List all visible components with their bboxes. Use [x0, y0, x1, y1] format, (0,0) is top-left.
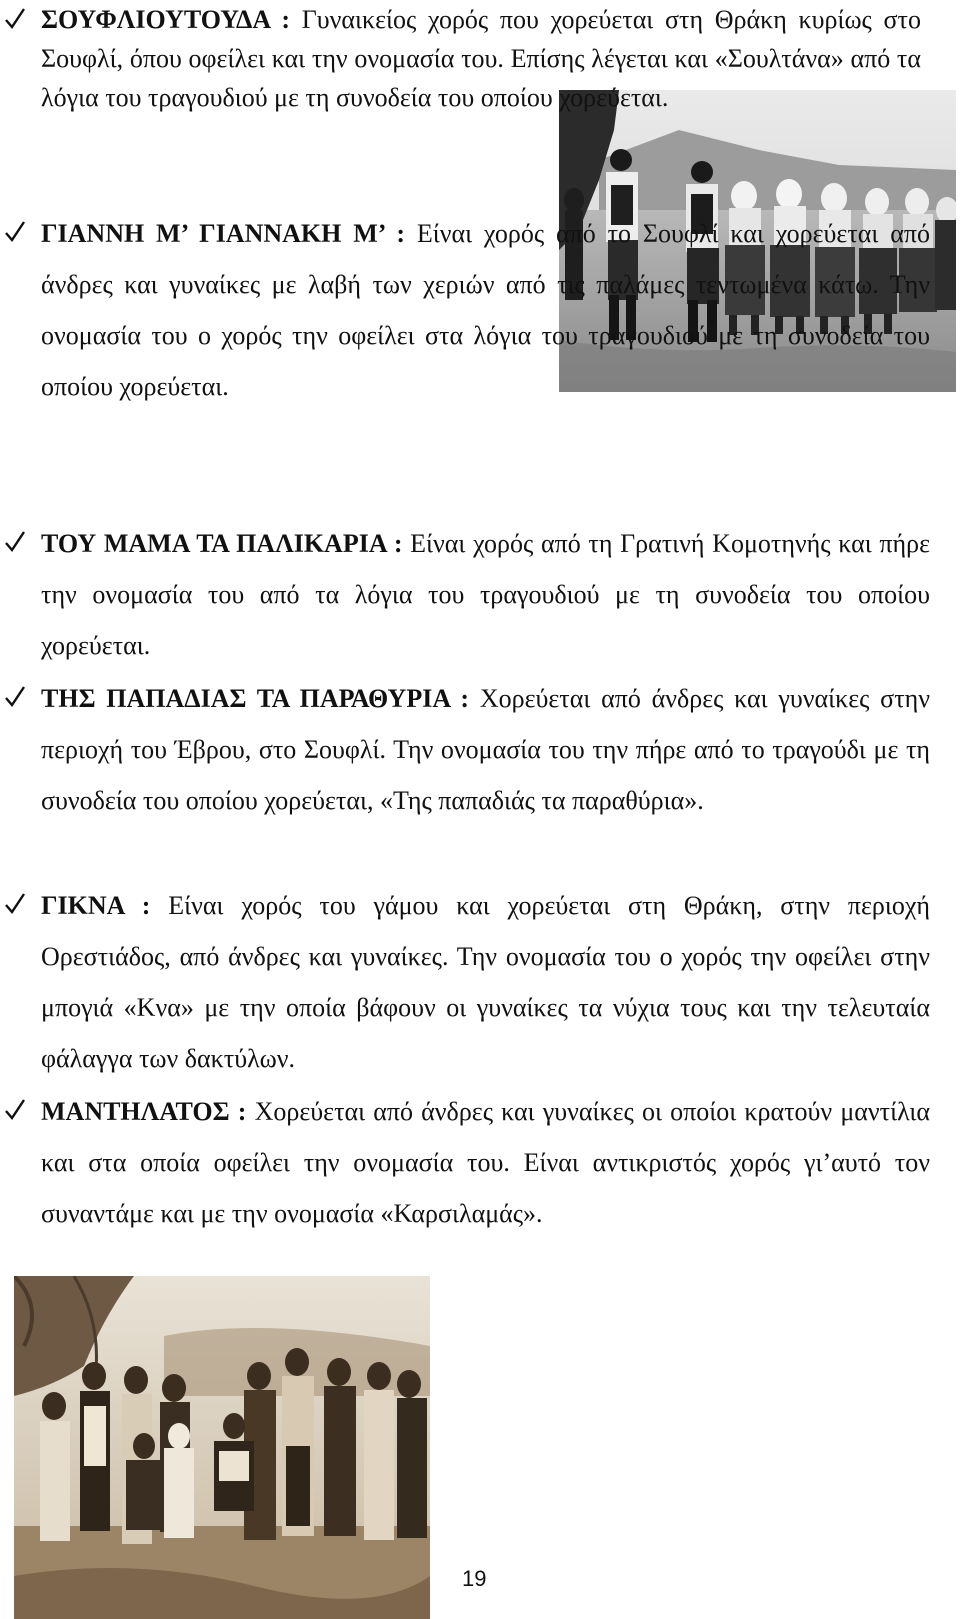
checkmark-icon: [4, 220, 26, 246]
dance-description: Γυναικείος χορός που χορεύεται στη Θράκη κυρίως στο Σουφλί, όπου οφείλει και την ονομασία του. Επίσης λέγεται και «Σουλτάνα» από τα λόγια του τραγουδιού με τη συνοδεία του οποίου χορεύεται.: [41, 5, 921, 112]
dance-name: ΜΑΝΤΗΛΑΤΟΣ :: [41, 1097, 247, 1126]
dance-name: ΤΗΣ ΠΑΠΑΔΙΑΣ ΤΑ ΠΑΡΑΘΥΡΙΑ :: [41, 684, 470, 713]
dance-description: Είναι χορός από τη Γρατινή Κομοτηνής και πήρε την ονομασία του από τα λόγια του τραγουδιού με τη συνοδεία του οποίου χορεύεται.: [41, 529, 930, 660]
dance-name: ΓΙΚΝΑ :: [41, 891, 151, 920]
checkmark-icon: [4, 7, 26, 33]
dance-description: Χορεύεται από άνδρες και γυναίκες οι οποίοι κρατούν μαντίλια και στα οποία οφείλει την ονομασία του. Είναι αντικριστός χορός γι’αυτό τον συναντάμε και με την ονομασία «Καρσιλαμάς».: [41, 1097, 930, 1228]
list-item-text: [41, 0, 921, 117]
dance-name: ΤΟΥ ΜΑΜΑ ΤΑ ΠΑΛΙΚΑΡΙΑ :: [41, 529, 403, 558]
dance-name: ΣΟΥΦΛΙΟΥΤΟΥΔΑ :: [41, 5, 291, 34]
dance-description: Είναι χορός του γάμου και χορεύεται στη Θράκη, στην περιοχή Ορεστιάδος, από άνδρες και γυναίκες. Την ονομασία του ο χορός την οφείλει στην μπογιά «Κνα» με την οποία βάφουν οι γυναίκες τα νύχια τους και την τελευταία φάλαγγα των δακτύλων.: [41, 891, 931, 1073]
costume-group-photo: [14, 1276, 430, 1619]
checkmark-icon: [4, 530, 26, 556]
dance-description: Χορεύεται από άνδρες και γυναίκες στην περιοχή του Έβρου, στο Σουφλί. Την ονομασία του την πήρε από το τραγούδι με τη συνοδεία του οποίου χορεύεται, «Της παπαδιάς τα παραθύρια».: [41, 684, 930, 815]
list-item-text: [41, 518, 930, 671]
dance-name: ΓΙΑΝΝΗ Μ’ ΓΙΑΝΝΑΚΗ Μ’ :: [41, 219, 405, 248]
list-item-text: [41, 673, 930, 826]
page-number: 19: [462, 1566, 487, 1591]
dance-description: Είναι χορός από το Σουφλί και χορεύεται από άνδρες και γυναίκες με λαβή των χεριών από τις παλάμες τεντωμένα κάτω. Την ονομασία του ο χορός την οφείλει στα λόγια του τραγουδιού με τη συνοδεία του οποίου χορεύεται.: [41, 219, 930, 401]
list-item-text: [41, 208, 930, 412]
checkmark-icon: [4, 892, 26, 918]
list-item-text: [41, 1086, 930, 1239]
checkmark-icon: [4, 685, 26, 711]
list-item-text: [41, 880, 930, 1084]
checkmark-icon: [4, 1098, 26, 1124]
